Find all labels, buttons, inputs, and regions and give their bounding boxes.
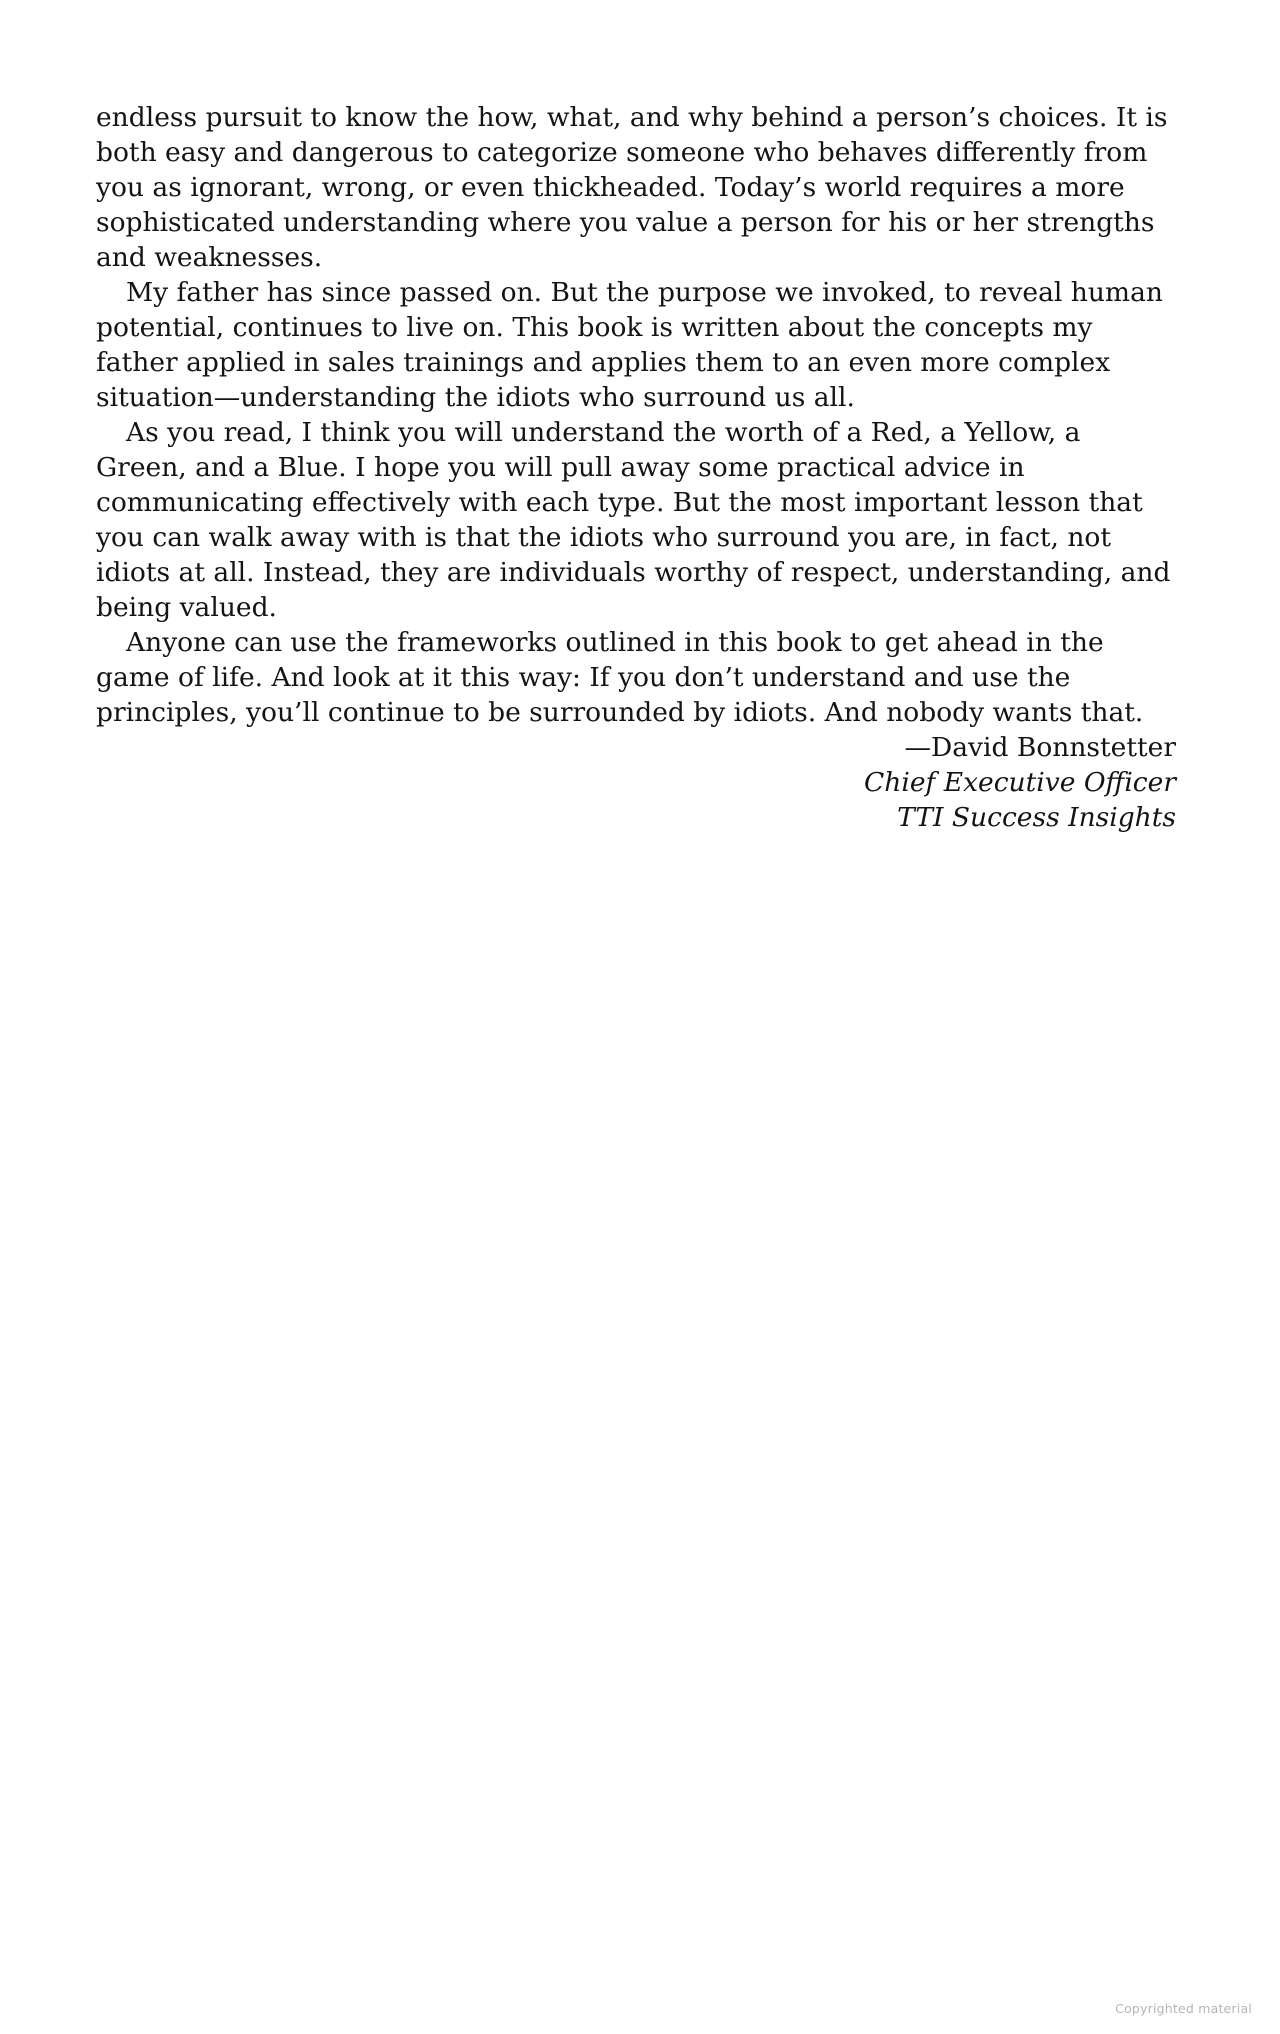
paragraph-3: As you read, I think you will understand the worth of a Red, a Yellow, a Green, and a Blue. I hope you will pull away some practical advice in communicating effectively with each type. But the most important lesson that you can walk away with is that the idiots who surround you are, in fact, not idiots at all. Instead, they are individuals worthy of respect, understanding, and being valued. bbox=[96, 417, 1171, 623]
signature-name: —David Bonnstetter bbox=[904, 732, 1176, 763]
page-content bbox=[96, 100, 1176, 835]
signature-title bbox=[96, 765, 1176, 800]
signature-company bbox=[96, 800, 1176, 835]
signature-company-text: TTI Success Insights bbox=[897, 802, 1176, 833]
paragraph-4: Anyone can use the frameworks outlined in this book to get ahead in the game of life. And look at it this way: If you don’t understand and use the principles, you’ll continue to be surrounded by idiots. And nobody wants that. bbox=[96, 627, 1144, 728]
copyright-watermark: Copyrighted material bbox=[1115, 2001, 1252, 2016]
signature-title-text: Chief Executive Officer bbox=[864, 767, 1176, 798]
paragraph-2: My father has since passed on. But the purpose we invoked, to reveal human potential, continues to live on. This book is written about the concepts my father applied in sales trainings and applies them to an even more complex situation—understanding the idiots who surround us all. bbox=[96, 277, 1163, 413]
paragraph-1: endless pursuit to know the how, what, and why behind a person’s choices. It is both easy and dangerous to categorize someone who behaves differently from you as ignorant, wrong, or even thickheaded. Today’s world requires a more sophisticated understanding where you value a person for his or her strengths and weaknesses. bbox=[96, 102, 1168, 273]
signature-block bbox=[96, 730, 1176, 835]
